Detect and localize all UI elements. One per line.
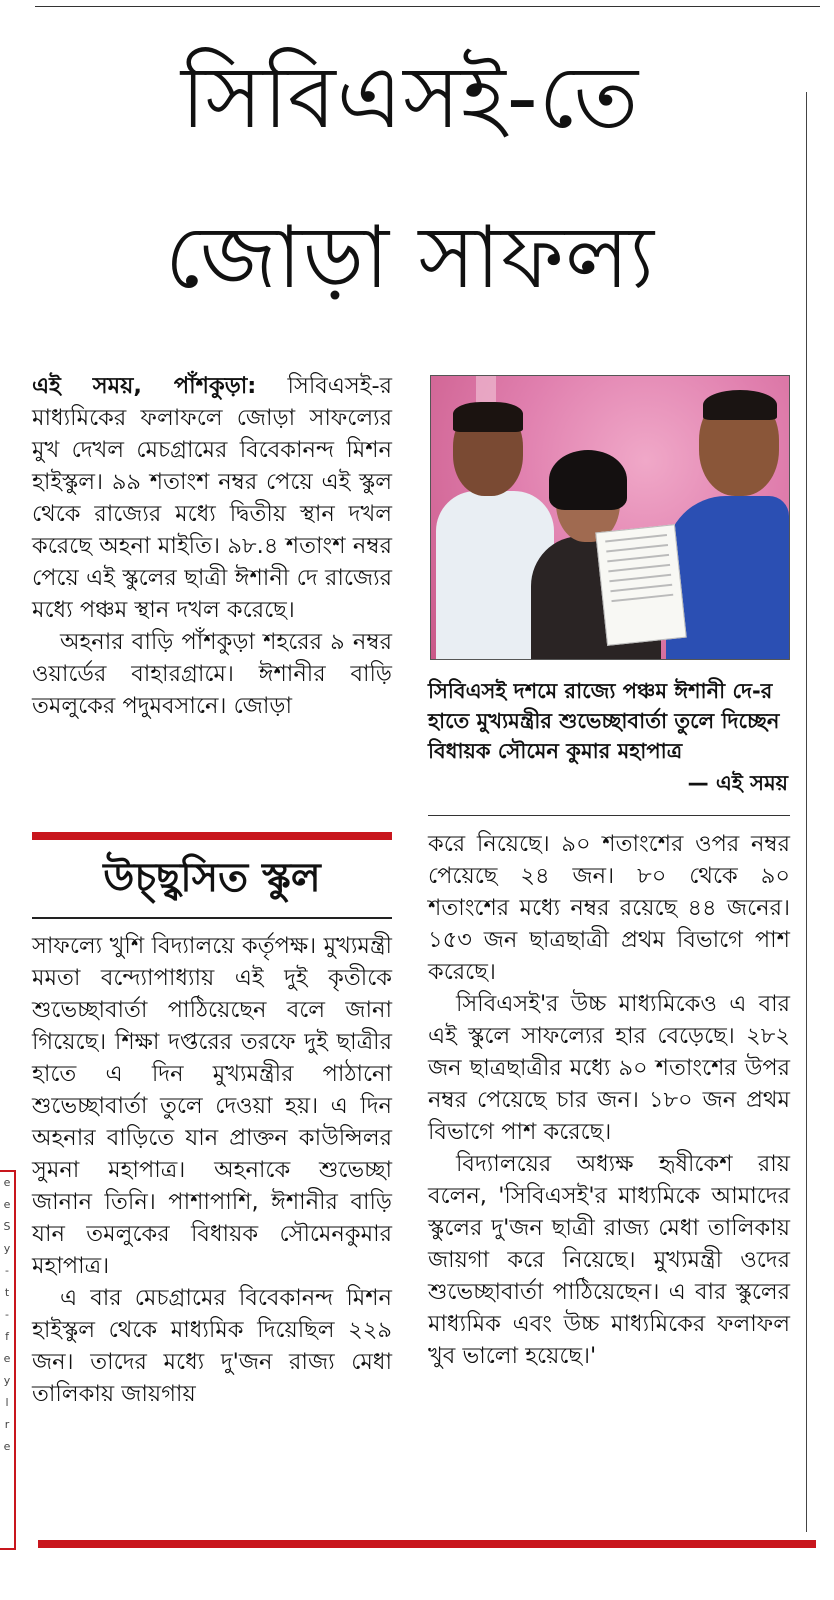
headline-line-1: সিবিএসই-তে xyxy=(180,48,640,148)
side-strip-letter: e xyxy=(3,1198,11,1211)
article-column-left-bottom xyxy=(32,930,392,1410)
bottom-red-bar xyxy=(38,1540,816,1548)
caption-rule xyxy=(428,815,790,816)
article-column-left-top xyxy=(32,370,392,722)
letter-line xyxy=(609,574,671,582)
letter-line xyxy=(611,594,673,602)
article-paragraph-4: এ বার মেচগ্রামের বিবেকানন্দ মিশন হাইস্কুল থেকে মাধ্যমিক দিয়েছিল ২২৯ জন। তাদের মধ্যে দু'জন রাজ্য মেধা তালিকায় জায়গায় xyxy=(32,1285,392,1407)
article-paragraph-6: সিবিএসই'র উচ্চ মাধ্যমিকেও এ বার এই স্কুলে সাফল্যের হার বেড়েছে। ২৮২ জন ছাত্রছাত্রীর মধ্যে ৯০ শতাংশের উপর নম্বর পেয়েছে চার জন। ১৮০ জন প্রথম বিভাগে পাশ করেছে। xyxy=(428,991,790,1145)
side-strip-letter: t xyxy=(4,1286,10,1299)
photo-greeting-letter xyxy=(595,524,686,646)
side-strip-letter: S xyxy=(3,1220,11,1233)
letter-line xyxy=(608,564,670,572)
side-strip-letter: - xyxy=(5,1308,9,1321)
side-strip-letter: e xyxy=(3,1352,11,1365)
side-strip-letter: e xyxy=(3,1176,11,1189)
top-rule xyxy=(35,6,820,7)
photo-man-left-hair xyxy=(453,402,523,432)
letter-line xyxy=(606,544,668,552)
side-strip-letter: y xyxy=(3,1374,11,1387)
letter-line xyxy=(605,534,667,542)
article-paragraph-3: সাফল্যে খুশি বিদ্যালয়ে কর্তৃপক্ষ। মুখ্যমন্ত্রী মমতা বন্দ্যোপাধ্যায় এই দুই কৃতীকে শুভেচ্ছাবার্তা পাঠিয়েছেন বলে জানা গিয়েছে। শিক্ষা দপ্তরের তরফে দুই ছাত্রীর হাতে এ দিন মুখ্যমন্ত্রীর পাঠানো শুভেচ্ছাবার্তা তুলে দেওয়া হয়। এ দিন অহনার বাড়িতে যান প্রাক্তন কাউন্সিলর সুমনা মহাপাত্র। অহনাকে শুভেচ্ছা জানান তিনি। পাশাপাশি, ঈশানীর বাড়ি যান তমলুকের বিধায়ক সৌমেনকুমার মহাপাত্র। xyxy=(32,933,392,1279)
side-strip-letter: l xyxy=(5,1396,9,1409)
headline-line-2: জোড়া সাফল্য xyxy=(164,208,656,308)
photo-credit: — এই সময় xyxy=(687,771,788,795)
news-photo xyxy=(430,375,790,660)
article-column-right xyxy=(428,828,790,1372)
photo-legislator-hair xyxy=(703,390,777,420)
letter-line xyxy=(607,554,669,562)
subhead-red-bar xyxy=(32,832,392,840)
article-paragraph-5: করে নিয়েছে। ৯০ শতাংশের ওপর নম্বর পেয়েছে ২৪ জন। ৮০ থেকে ৯০ শতাংশের মধ্যে নম্বর রয়েছে ৪৪ জনের। ১৫৩ জন ছাত্রছাত্রী প্রথম বিভাগে পাশ করেছে। xyxy=(428,831,790,985)
article-paragraph-1-text: সিবিএসই-র মাধ্যমিকের ফলাফলে জোড়া সাফল্যের মুখ দেখল মেচগ্রামের বিবেকানন্দ মিশন হাইস্কুল। ৯৯ শতাংশ নম্বর পেয়ে এই স্কুল থেকে রাজ্যের মধ্যে দ্বিতীয় স্থান দখল করেছে অহনা মাইতি। ৯৮.৪ শতাংশ নম্বর পেয়ে এই স্কুলের ছাত্রী ঈশানী দে রাজ্যের মধ্যে পঞ্চম স্থান দখল করেছে। xyxy=(32,373,392,623)
side-strip-letter: - xyxy=(5,1264,9,1277)
dateline: এই সময়, পাঁশকুড়া: xyxy=(32,373,257,399)
column-rule xyxy=(806,92,807,1532)
subheading: উচ্ছ্বসিত স্কুল xyxy=(103,855,321,901)
photo-student-hair xyxy=(549,450,627,510)
side-strip-letter: y xyxy=(3,1242,11,1255)
subhead-rule xyxy=(32,917,392,919)
article-paragraph-7: বিদ্যালয়ের অধ্যক্ষ হৃষীকেশ রায় বলেন, 'সিবিএসই'র মাধ্যমিকে আমাদের স্কুলের দু'জন ছাত্রী রাজ্য মেধা তালিকায় জায়গা করে নিয়েছে। মুখ্যমন্ত্রী ওদের শুভেচ্ছাবার্তা পাঠিয়েছেন। এ বার স্কুলের মাধ্যমিক এবং উচ্চ মাধ্যমিকের ফলাফল খুব ভালো হয়েছে।' xyxy=(428,1151,790,1369)
side-strip-letter: e xyxy=(3,1440,11,1453)
side-strip xyxy=(0,1170,16,1550)
side-strip-letter: f xyxy=(5,1330,9,1343)
article-paragraph-2: অহনার বাড়ি পাঁশকুড়া শহরের ৯ নম্বর ওয়ার্ডের বাহারগ্রামে। ঈশানীর বাড়ি তমলুকের পদুমবসানে। জোড়া xyxy=(32,629,392,719)
letter-line xyxy=(610,584,672,592)
photo-caption: সিবিএসই দশমে রাজ্যে পঞ্চম ঈশানী দে-র হাতে মুখ্যমন্ত্রীর শুভেচ্ছাবার্তা তুলে দিচ্ছেন বিধায়ক সৌমেন কুমার মহাপাত্র xyxy=(428,679,780,763)
side-strip-letter: r xyxy=(4,1418,10,1431)
article-paragraph-1 xyxy=(32,370,392,626)
headline xyxy=(40,18,780,338)
